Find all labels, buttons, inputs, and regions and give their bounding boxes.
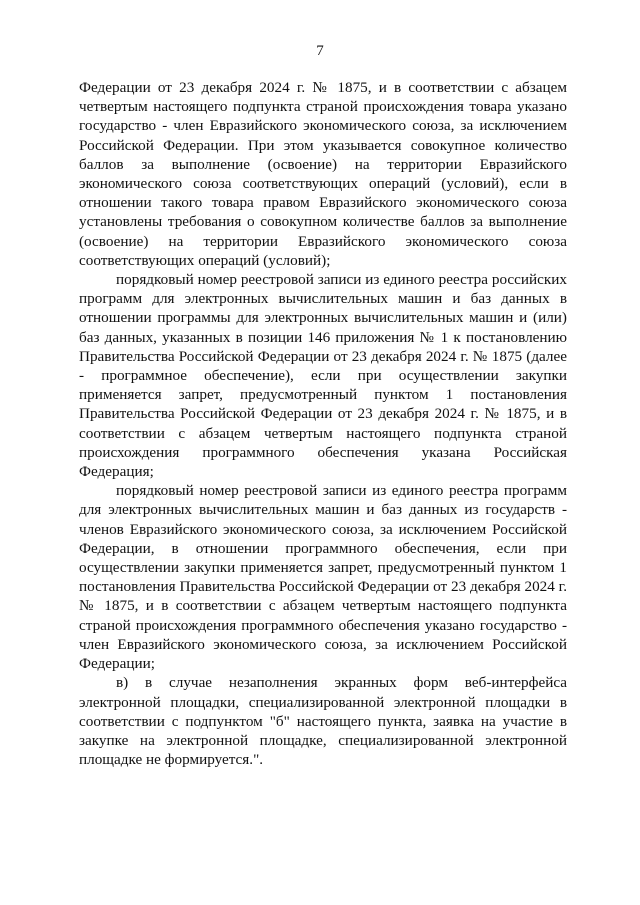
paragraph-russian-software-registry: порядковый номер реестровой записи из единого реестра российских программ для электронных вычислительных машин и баз данных в отношении программы для электронных вычислительных машин и (или) баз данных, указанных в позиции 146 приложения № 1 к постановлению Правительства Российской Федерации от 23 декабря 2024 г. № 1875 (далее - программное обеспечение), если при осуществлении закупки применяется запрет, предусмотренный пунктом 1 постановления Правительства Российской Федерации от 23 декабря 2024 г. № 1875, и в соответствии с абзацем четвертым настоящего подпункта страной происхождения программного обеспечения указана Российская Федерация; — [79, 271, 567, 481]
body-text — [79, 78, 567, 769]
page-number: 7 — [316, 43, 324, 59]
paragraph-eaeu-software-registry: порядковый номер реестровой записи из единого реестра программ для электронных вычислительных машин и баз данных из государств - членов Евразийского экономического союза, за исключением Российской Федерации, в отношении программного обеспечения, если при осуществлении закупки применяется запрет, предусмотренный пунктом 1 постановления Правительства Российской Федерации от 23 декабря 2024 г. № 1875, и в соответствии с абзацем четвертым настоящего подпункта страной происхождения программного обеспечения указано государство - член Евразийского экономического союза, за исключением Российской Федерации; — [79, 482, 567, 673]
paragraph-subpoint-v: в) в случае незаполнения экранных форм веб-интерфейса электронной площадки, специализированной электронной площадки в соответствии с подпунктом "б" настоящего пункта, заявка на участие в закупке на электронной площадке, специализированной электронной площадке не формируется.". — [79, 674, 567, 769]
paragraph-continuation: Федерации от 23 декабря 2024 г. № 1875, и в соответствии с абзацем четвертым настоящего подпункта страной происхождения товара указано государство - член Евразийского экономического союза, за исключением Российской Федерации. При этом указывается совокупное количество баллов за выполнение (освоение) на территории Евразийского экономического союза соответствующих операций (условий), если в отношении такого товара правом Евразийского экономического союза установлены требования о совокупном количестве баллов за выполнение (освоение) на территории Евразийского экономического союза соответствующих операций (условий); — [79, 79, 567, 269]
